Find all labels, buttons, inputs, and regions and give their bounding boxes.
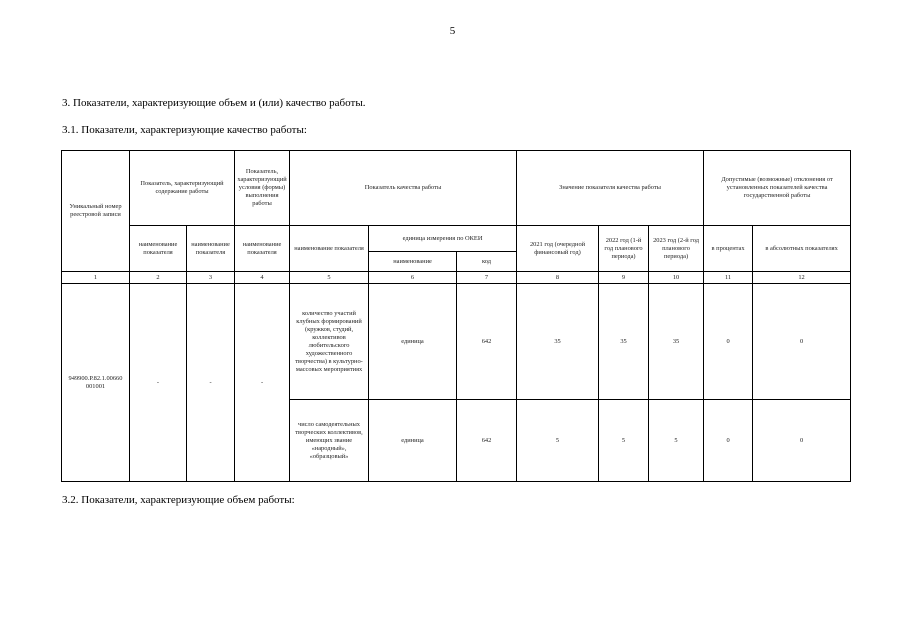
header-okei-unit: единица измерения по ОКЕИ bbox=[369, 226, 517, 252]
section-3-2-heading: 3.2. Показатели, характеризующие объем работы: bbox=[62, 494, 295, 506]
deviation-absolute: 0 bbox=[753, 284, 851, 400]
content-name-1: - bbox=[130, 284, 187, 482]
header-condition-indicator: Показатель, характеризующий условия (формы) выполнения работы bbox=[235, 151, 290, 226]
header-in-absolute: в абсолютных показателях bbox=[753, 226, 851, 272]
header-indicator-name-4: наименование показателя bbox=[290, 226, 369, 272]
column-number: 10 bbox=[649, 272, 704, 284]
value-2022: 35 bbox=[599, 284, 649, 400]
header-in-percent: в процентах bbox=[704, 226, 753, 272]
column-number: 2 bbox=[130, 272, 187, 284]
header-indicator-name-1: наименование показателя bbox=[130, 226, 187, 272]
section-3-heading: 3. Показатели, характеризующие объем и (или) качество работы. bbox=[62, 97, 366, 109]
deviation-percent: 0 bbox=[704, 284, 753, 400]
value-2023: 5 bbox=[649, 400, 704, 482]
unit-code: 642 bbox=[457, 400, 517, 482]
indicator-name: количество участий клубных формирований (кружков, студий, коллективов любительского художественного творчества) в культурно-массовых мероприятиях bbox=[290, 284, 369, 400]
column-number: 7 bbox=[457, 272, 517, 284]
header-quality-indicator: Показатель качества работы bbox=[290, 151, 517, 226]
value-2023: 35 bbox=[649, 284, 704, 400]
column-number: 9 bbox=[599, 272, 649, 284]
header-okei-code: код bbox=[457, 252, 517, 272]
column-number: 11 bbox=[704, 272, 753, 284]
column-number: 5 bbox=[290, 272, 369, 284]
column-number: 4 bbox=[235, 272, 290, 284]
unit-code: 642 bbox=[457, 284, 517, 400]
unique-number-value: 949900.Р.82.1.00660 001001 bbox=[62, 284, 130, 482]
content-name-2: - bbox=[187, 284, 235, 482]
header-deviations: Допустимые (возможные) отклонения от установленных показателей качества государственной работы bbox=[704, 151, 851, 226]
header-content-indicator: Показатель, характеризующий содержание работы bbox=[130, 151, 235, 226]
column-number: 3 bbox=[187, 272, 235, 284]
quality-indicators-table bbox=[61, 150, 851, 482]
header-okei-name: наименование bbox=[369, 252, 457, 272]
column-number: 12 bbox=[753, 272, 851, 284]
indicator-name: число самодеятельных творческих коллективов, имеющих звание «народный», «образцовый» bbox=[290, 400, 369, 482]
page-number: 5 bbox=[449, 25, 456, 37]
deviation-absolute: 0 bbox=[753, 400, 851, 482]
column-number: 1 bbox=[62, 272, 130, 284]
deviation-percent: 0 bbox=[704, 400, 753, 482]
section-3-1-heading: 3.1. Показатели, характеризующие качество работы: bbox=[62, 124, 307, 136]
header-indicator-name-3: наименование показателя bbox=[235, 226, 290, 272]
value-2021: 5 bbox=[517, 400, 599, 482]
header-year-2022: 2022 год (1-й год планового периода) bbox=[599, 226, 649, 272]
table-row bbox=[62, 284, 851, 400]
condition-name: - bbox=[235, 284, 290, 482]
header-year-2021: 2021 год (очередной финансовый год) bbox=[517, 226, 599, 272]
header-indicator-name-2: наименование показателя bbox=[187, 226, 235, 272]
header-quality-values: Значение показателя качества работы bbox=[517, 151, 704, 226]
value-2022: 5 bbox=[599, 400, 649, 482]
unit-name: единица bbox=[369, 400, 457, 482]
header-unique-number: Уникальный номер реестровой записи bbox=[62, 151, 130, 272]
column-number: 8 bbox=[517, 272, 599, 284]
value-2021: 35 bbox=[517, 284, 599, 400]
unit-name: единица bbox=[369, 284, 457, 400]
header-year-2023: 2023 год (2-й год планового периода) bbox=[649, 226, 704, 272]
column-number: 6 bbox=[369, 272, 457, 284]
